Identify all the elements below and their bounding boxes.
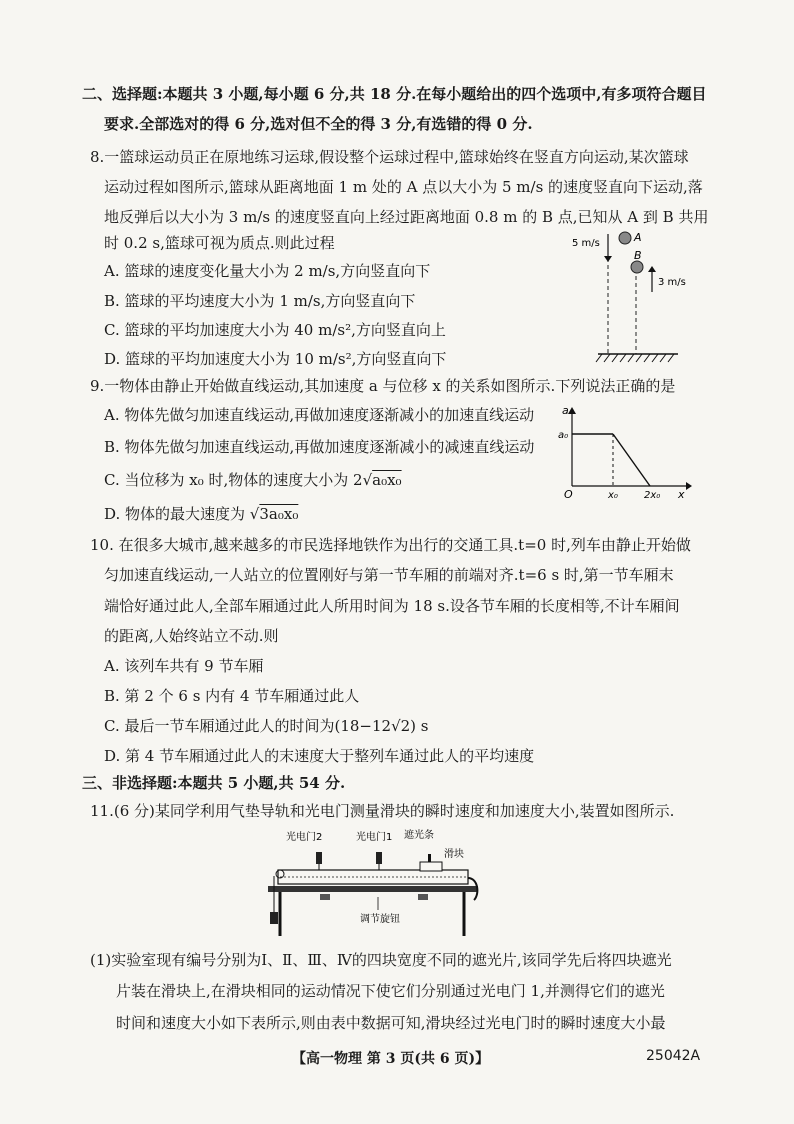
q11-label-gate2: 光电门2 [286, 832, 323, 843]
q11-gate2 [316, 852, 322, 864]
q9-option-d [104, 504, 298, 524]
q9-option-c-text: C. 当位移为 x₀ 时,物体的速度大小为 2 [104, 471, 363, 489]
q11-label-gate1: 光电门1 [356, 832, 393, 843]
page-footer-title: 【高一物理 第 3 页(共 6 页)】 [292, 1051, 490, 1067]
q9-option-c [104, 470, 402, 490]
q9-x-axis-arrow [686, 482, 692, 490]
q8-stem-line1: 8.一篮球运动员正在原地练习运球,假设整个运球过程中,篮球始终在竖直方向运动,某次篮球 [90, 148, 689, 166]
q11-slider-block [420, 862, 442, 871]
q9-label-a: a [562, 404, 569, 417]
q10-option-d: D. 第 4 节车厢通过此人的末速度大于整列车通过此人的平均速度 [104, 747, 535, 765]
q8-label-v1: 5 m/s [572, 238, 600, 249]
q9-label-x: x [678, 488, 685, 501]
q11-part1-line1: (1)实验室现有编号分别为Ⅰ、Ⅱ、Ⅲ、Ⅳ的四块宽度不同的遮光片,该同学先后将四块遮光 [90, 951, 672, 969]
q8-stem-line3: 地反弹后以大小为 3 m/s 的速度竖直向上经过距离地面 0.8 m 的 B 点,已知从 A 到 B 共用 [104, 208, 709, 226]
page-footer-code: 25042A [646, 1048, 701, 1064]
q8-option-a: A. 篮球的速度变化量大小为 2 m/s,方向竖直向下 [104, 262, 431, 280]
q8-option-d: D. 篮球的平均加速度大小为 10 m/s²,方向竖直向下 [104, 350, 447, 368]
q8-ground-hatch [596, 354, 674, 362]
q9-y-axis-arrow [568, 407, 576, 414]
q9-option-c-sqrt-sign: √ [362, 471, 373, 489]
q9-option-c-radicand: a₀x₀ [372, 471, 402, 489]
q8-arrow-up-head [648, 266, 656, 272]
q8-label-v2: 3 m/s [658, 277, 686, 288]
q11-part1-line3: 时间和速度大小如下表所示,则由表中数据可知,滑块经过光电门时的瞬时速度大小最 [116, 1014, 666, 1032]
section3-header: 三、非选择题:本题共 5 小题,共 54 分. [82, 774, 346, 792]
q9-label-a0: a₀ [558, 430, 569, 441]
q9-option-d-text: D. 物体的最大速度为 √ [104, 505, 260, 523]
q11-label-slider: 滑块 [444, 849, 464, 860]
q11-gate1 [376, 852, 382, 864]
q11-knob-right [418, 894, 428, 900]
q10-stem-line2: 匀加速直线运动,一人站立的位置刚好与第一节车厢的前端对齐.t=6 s 时,第一节车厢末 [104, 566, 674, 584]
q11-table-top [268, 886, 478, 892]
q9-a-x-graph [558, 402, 693, 502]
q11-label-knob: 调节旋钮 [360, 914, 400, 925]
q8-ball-b [631, 261, 643, 273]
q11-shade-strip [428, 854, 431, 862]
q9-label-x0: x₀ [608, 490, 618, 501]
q8-label-a: A [634, 231, 642, 244]
section2-header-line2: 要求.全部选对的得 6 分,选对但不全的得 3 分,有选错的得 0 分. [104, 115, 533, 133]
q8-label-b: B [634, 249, 642, 262]
q10-option-b: B. 第 2 个 6 s 内有 4 节车厢通过此人 [104, 687, 360, 705]
q8-arrow-down-head [604, 256, 612, 262]
q9-option-a: A. 物体先做匀加速直线运动,再做加速度逐渐减小的加速直线运动 [104, 406, 535, 424]
q9-label-2x0: 2x₀ [644, 490, 661, 501]
q10-stem-line4: 的距离,人始终站立不动.则 [104, 627, 279, 645]
q11-knob-left [320, 894, 330, 900]
q9-stem: 9.一物体由静止开始做直线运动,其加速度 a 与位移 x 的关系如图所示.下列说法正确的是 [90, 377, 676, 395]
q9-label-origin: O [564, 488, 573, 501]
q9-graph-slope [613, 434, 650, 486]
q11-stem: 11.(6 分)某同学利用气垫导轨和光电门测量滑块的瞬时速度和加速度大小,装置如图所示. [90, 802, 675, 820]
q11-air-track-figure [268, 826, 508, 946]
q8-stem-line4: 时 0.2 s,篮球可视为质点.则此过程 [104, 234, 335, 252]
q8-option-c: C. 篮球的平均加速度大小为 40 m/s²,方向竖直向上 [104, 321, 446, 339]
q11-hanging-weight [270, 912, 278, 924]
q8-basketball-figure [568, 222, 693, 372]
q10-stem-line1: 10. 在很多大城市,越来越多的市民选择地铁作为出行的交通工具.t=0 时,列车由静止开始做 [90, 536, 691, 554]
q8-option-b: B. 篮球的平均速度大小为 1 m/s,方向竖直向下 [104, 292, 416, 310]
q8-stem-line2: 运动过程如图所示,篮球从距离地面 1 m 处的 A 点以大小为 5 m/s 的速度竖直向下运动,落 [104, 178, 703, 196]
q10-option-a: A. 该列车共有 9 节车厢 [104, 657, 264, 675]
q11-label-shade: 遮光条 [404, 830, 434, 841]
section2-header-line1: 二、选择题:本题共 3 小题,每小题 6 分,共 18 分.在每小题给出的四个选项中,有多项符合题目 [82, 85, 707, 103]
q11-part1-line2: 片装在滑块上,在滑块相同的运动情况下使它们分别通过光电门 1,并测得它们的遮光 [116, 982, 665, 1000]
q8-ball-a [619, 232, 631, 244]
q9-option-b: B. 物体先做匀加速直线运动,再做加速度逐渐减小的减速直线运动 [104, 438, 535, 456]
q10-stem-line3: 端恰好通过此人,全部车厢通过此人所用时间为 18 s.设各节车厢的长度相等,不计车厢间 [104, 597, 680, 615]
q9-option-d-radicand: 3a₀x₀ [259, 505, 299, 523]
q10-option-c: C. 最后一节车厢通过此人的时间为(18−12√2) s [104, 717, 429, 735]
